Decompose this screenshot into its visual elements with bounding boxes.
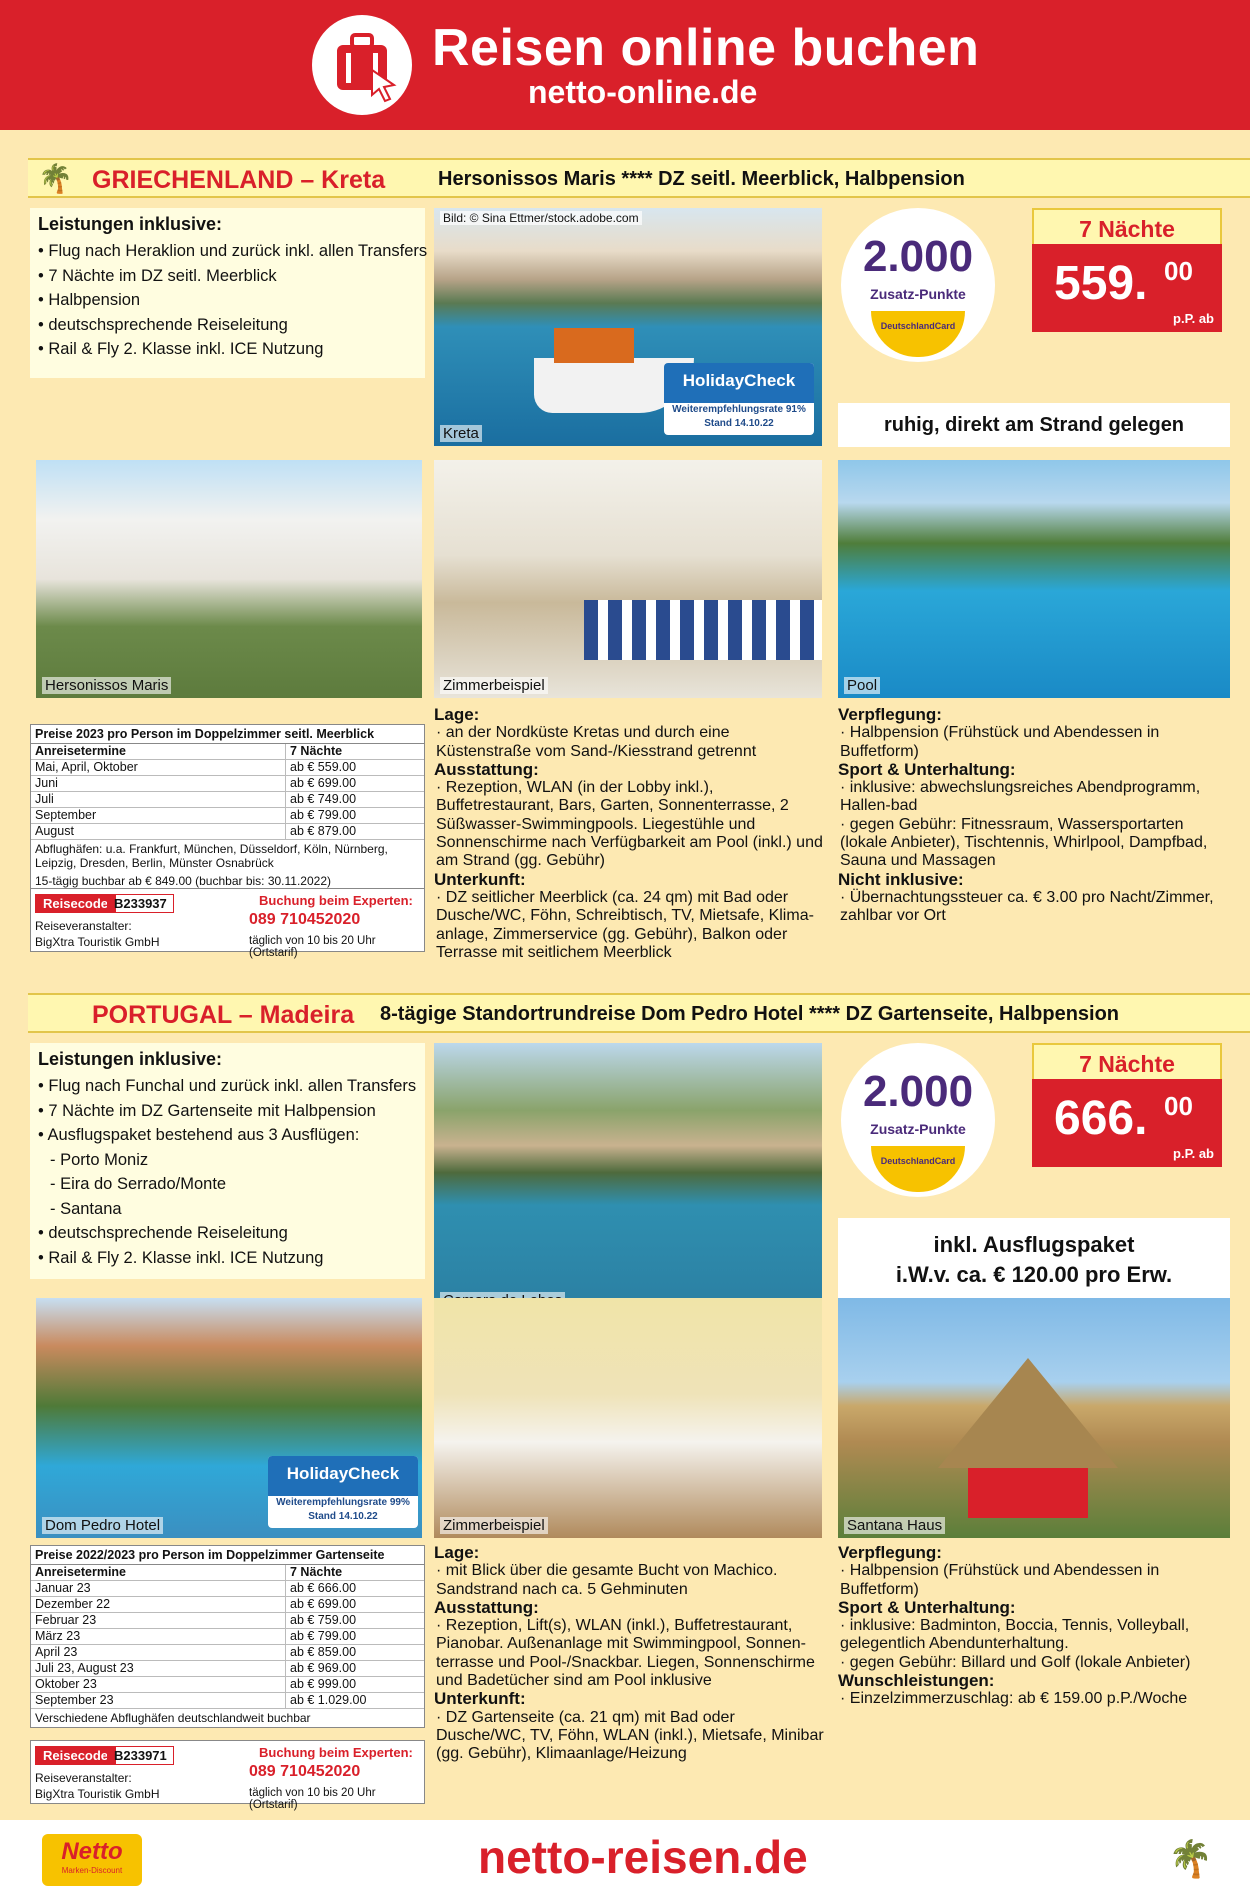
reisecode-value: B233971 [107,1746,174,1765]
table-row: Januar 23 ab € 666.00 [31,1581,424,1597]
kreta-photo [434,208,822,446]
price-table: Preise 2023 pro Person im Doppelzimmer seitl. Meerblick Anreisetermine 7 Nächte Mai, April, Oktober ab € 559.00 Juni ab € 699.00 Juli ab € 749.00 September ab € 799.00 August ab € 879.00 Abflughäfen: u.a. Frankfurt, München, Düsseldorf, Köln, Nürnberg, Leipzig, Dresden, Berlin, Münster Osnabrück 15-tägig buchbar ab € 849.00 (buchbar bis: 30.11.2022) [30,724,425,891]
departure-note: Verschiedene Abflughäfen deutschlandweit buchbar [35,1711,311,1725]
table-row: März 23 ab € 799.00 [31,1629,424,1645]
offer2-header [28,993,1250,1033]
price-table: Preise 2022/2023 pro Person im Doppelzimmer Gartenseite Anreisetermine 7 Nächte Januar 23 ab € 666.00 Dezember 22 ab € 699.00 Februar 23 ab € 759.00 März 23 ab € 799.00 April 23 ab € 859.00 Juli 23, August 23 ab € 969.00 Oktober 23 ab € 999.00 September 23 ab € 1.029.00 Verschiedene Abflughäfen deutschlandweit buchbar [30,1545,425,1728]
pool-photo [838,460,1230,698]
photo-caption: Hersonissos Maris [42,677,171,694]
table-row: Juli ab € 749.00 [31,792,424,808]
table-row: April 23 ab € 859.00 [31,1645,424,1661]
table-row: Oktober 23 ab € 999.00 [31,1677,424,1693]
offer1-country: GRIECHENLAND – Kreta [92,166,386,194]
leistungen-title: Leistungen inklusive: [38,214,223,234]
leistungen-title: Leistungen inklusive: [38,1049,223,1069]
table-header-row: Anreisetermine 7 Nächte [31,1565,424,1581]
netto-logo[interactable]: Netto Marken-Discount [42,1834,142,1886]
list-item: • 7 Nächte im DZ seitl. Meerblick [38,266,277,285]
photo-credit: Bild: © Sina Ettmer/stock.adobe.com [440,211,642,225]
palm-icon: 🌴 [1168,1838,1213,1879]
hotel-photo [36,460,422,698]
photo-caption: Zimmerbeispiel [440,1517,548,1534]
list-item: • 7 Nächte im DZ Gartenseite mit Halbpension [38,1101,376,1120]
list-item: • Rail & Fly 2. Klasse inkl. ICE Nutzung [38,340,324,358]
suitcase-icon [312,15,412,115]
reisecode-box: Reisecode B233937 Buchung beim Experten: 089 710452020 Reiseveranstalter: BigXtra Touristik GmbH täglich von 10 bis 20 Uhr (Ortstarif) [30,888,425,952]
photo-caption: Zimmerbeispiel [440,677,548,694]
list-item: - Santana [50,1199,122,1218]
offer1-hotel-line: Hersonissos Maris **** DZ seitl. Meerblick, Halbpension [438,168,965,190]
holidaycheck-badge: HolidayCheck Weiterempfehlungsrate 99% Stand 14.10.22 [268,1456,418,1528]
booking-note: 15-tägig buchbar ab € 849.00 (buchbar bis: 30.11.2022) [35,874,331,888]
points-badge: 2.000 Zusatz-Punkte DeutschlandCard [838,1040,998,1200]
list-item: - Porto Moniz [50,1150,149,1169]
table-row: Mai, April, Oktober ab € 559.00 [31,760,424,776]
offer2-hotel-line: 8-tägige Standortrundreise Dom Pedro Hotel **** DZ Gartenseite, Halbpension [380,1003,1120,1025]
photo-caption: Pool [844,677,880,694]
feature-banner: inkl. Ausflugspaket i.W.v. ca. € 120.00 pro Erw. [838,1218,1230,1313]
deutschlandcard-logo: DeutschlandCard [871,1146,965,1192]
offer1-header [28,158,1250,198]
footer [0,1820,1250,1901]
table-row: Februar 23 ab € 759.00 [31,1613,424,1629]
reisecode-value: B233937 [107,894,174,913]
table-row: August ab € 879.00 [31,824,424,840]
departure-note: Abflughäfen: u.a. Frankfurt, München, Düsseldorf, Köln, Nürnberg, Leipzig, Dresden, Berlin, Münster Osnabrück [35,842,388,870]
table-row: Dezember 22 ab € 699.00 [31,1597,424,1613]
offer1-description-2: Verpflegung: · Halbpension (Frühstück und Abendessen in Buffetform) Sport & Unterhaltung: · inklusive: abwechslungsreiches Abendprogramm, Hallen-bad · gegen Gebühr: Fitnessraum, Wassersportarten (lokale Anbieter), Tischtennis, Whirlpool, Dampfbad, Sauna und Massagen Nicht inklusive: · Übernachtungssteuer ca. € 3.00 pro Nacht/Zimmer, zahlbar vor Ort [838,705,1214,925]
list-item: • Ausflugspaket bestehend aus 3 Ausflügen: [38,1126,360,1144]
palm-icon: 🌴 [38,163,73,194]
offer1-description: Lage: · an der Nordküste Kretas und durch eine Küstenstraße vom Sand-/Kiesstrand getrennt Ausstattung: · Rezeption, WLAN (in der Lobby inkl.), Buffetrestaurant, Bars, Garten, Sonnenterrasse, 2 Süßwasser-Swimmingpools. Liegestühle und Sonnenschirme nach Verfügbarkeit am Pool (inkl.) und am Strand (gg. Gebühr) Unterkunft: · DZ seitlicher Meerblick (ca. 24 qm) mit Bad oder Dusche/WC, Föhn, Schreibtisch, TV, Mietsafe, Klima-anlage, Zimmerservice (gg. Gebühr), Balkon oder Terrasse mit seitlichem Meerblick [434,705,823,961]
offer2-leistungen [30,1043,425,1279]
santana-photo [838,1298,1230,1538]
offer2-description: Lage: · mit Blick über die gesamte Bucht von Machico. Sandstrand nach ca. 5 Gehminuten Ausstattung: · Rezeption, Lift(s), WLAN (inkl.), Buffetrestaurant, Pianobar. Außenanlage mit Swimmingpool, Sonnen-terrasse und Pool-/Snackbar. Liegen, Sonnenschirme und Badetücher sind am Pool inklusive Unterkunft: · DZ Gartenseite (ca. 21 qm) mit Bad oder Dusche/WC, TV, Föhn, WLAN (inkl.), Mietsafe, Minibar (gg. Gebühr), Klimaanlage/Heizung [434,1543,824,1763]
table-row: September ab € 799.00 [31,808,424,824]
photo-caption: Kreta [440,425,482,442]
table-row: Juni ab € 699.00 [31,776,424,792]
room-photo [434,460,822,698]
offer2-country: PORTUGAL – Madeira [92,1001,355,1029]
nights-label: 7 Nächte [1032,208,1222,250]
header-url[interactable]: netto-online.de [528,74,758,110]
price-tag: 666. 00 p.P. ab [1032,1079,1222,1167]
feature-banner: ruhig, direkt am Strand gelegen [838,403,1230,447]
list-item: • deutschsprechende Reiseleitung [38,1224,288,1242]
footer-url[interactable]: netto-reisen.de [478,1831,808,1883]
reisecode-box: Reisecode B233971 Buchung beim Experten: 089 710452020 Reiseveranstalter: BigXtra Touristik GmbH täglich von 10 bis 20 Uhr (Ortstarif) [30,1740,425,1804]
table-row: Juli 23, August 23 ab € 969.00 [31,1661,424,1677]
price-tag: 559. 00 p.P. ab [1032,244,1222,332]
phone-number[interactable]: 089 710452020 [249,1763,361,1780]
list-item: • Rail & Fly 2. Klasse inkl. ICE Nutzung [38,1248,324,1267]
list-item: • Halbpension [38,291,141,309]
header-title: Reisen online buchen [432,19,980,77]
list-item: • Flug nach Heraklion und zurück inkl. allen Transfers [38,242,428,260]
list-item: • deutschsprechende Reiseleitung [38,315,288,334]
offer1-leistungen [30,208,428,378]
table-header-row: Anreisetermine 7 Nächte [31,744,424,760]
top-banner [0,0,1250,130]
list-item: - Eira do Serrado/Monte [50,1175,227,1193]
points-badge: 2.000 Zusatz-Punkte DeutschlandCard [838,205,998,365]
list-item: • Flug nach Funchal und zurück inkl. allen Transfers [38,1077,417,1095]
room-photo [434,1298,822,1538]
offer2-description-2: Verpflegung: · Halbpension (Frühstück und Abendessen in Buffetform) Sport & Unterhaltung: · inklusive: Badminton, Boccia, Tennis, Volleyball, gelegentlich Abendunterhaltung. · gegen Gebühr: Billard und Golf (lokale Anbieter) Wunschleistungen: · Einzelzimmerzuschlag: ab € 159.00 p.P./Woche [838,1543,1191,1708]
nights-label: 7 Nächte [1032,1043,1222,1085]
phone-number[interactable]: 089 710452020 [249,911,361,928]
hotel-photo [36,1298,422,1538]
table-row: September 23 ab € 1.029.00 [31,1693,424,1709]
photo-caption: Santana Haus [844,1517,945,1534]
madeira-photo [434,1043,822,1313]
holidaycheck-badge: HolidayCheck Weiterempfehlungsrate 91% Stand 14.10.22 [664,363,814,435]
photo-caption: Dom Pedro Hotel [42,1517,163,1534]
deutschlandcard-logo: DeutschlandCard [871,311,965,357]
